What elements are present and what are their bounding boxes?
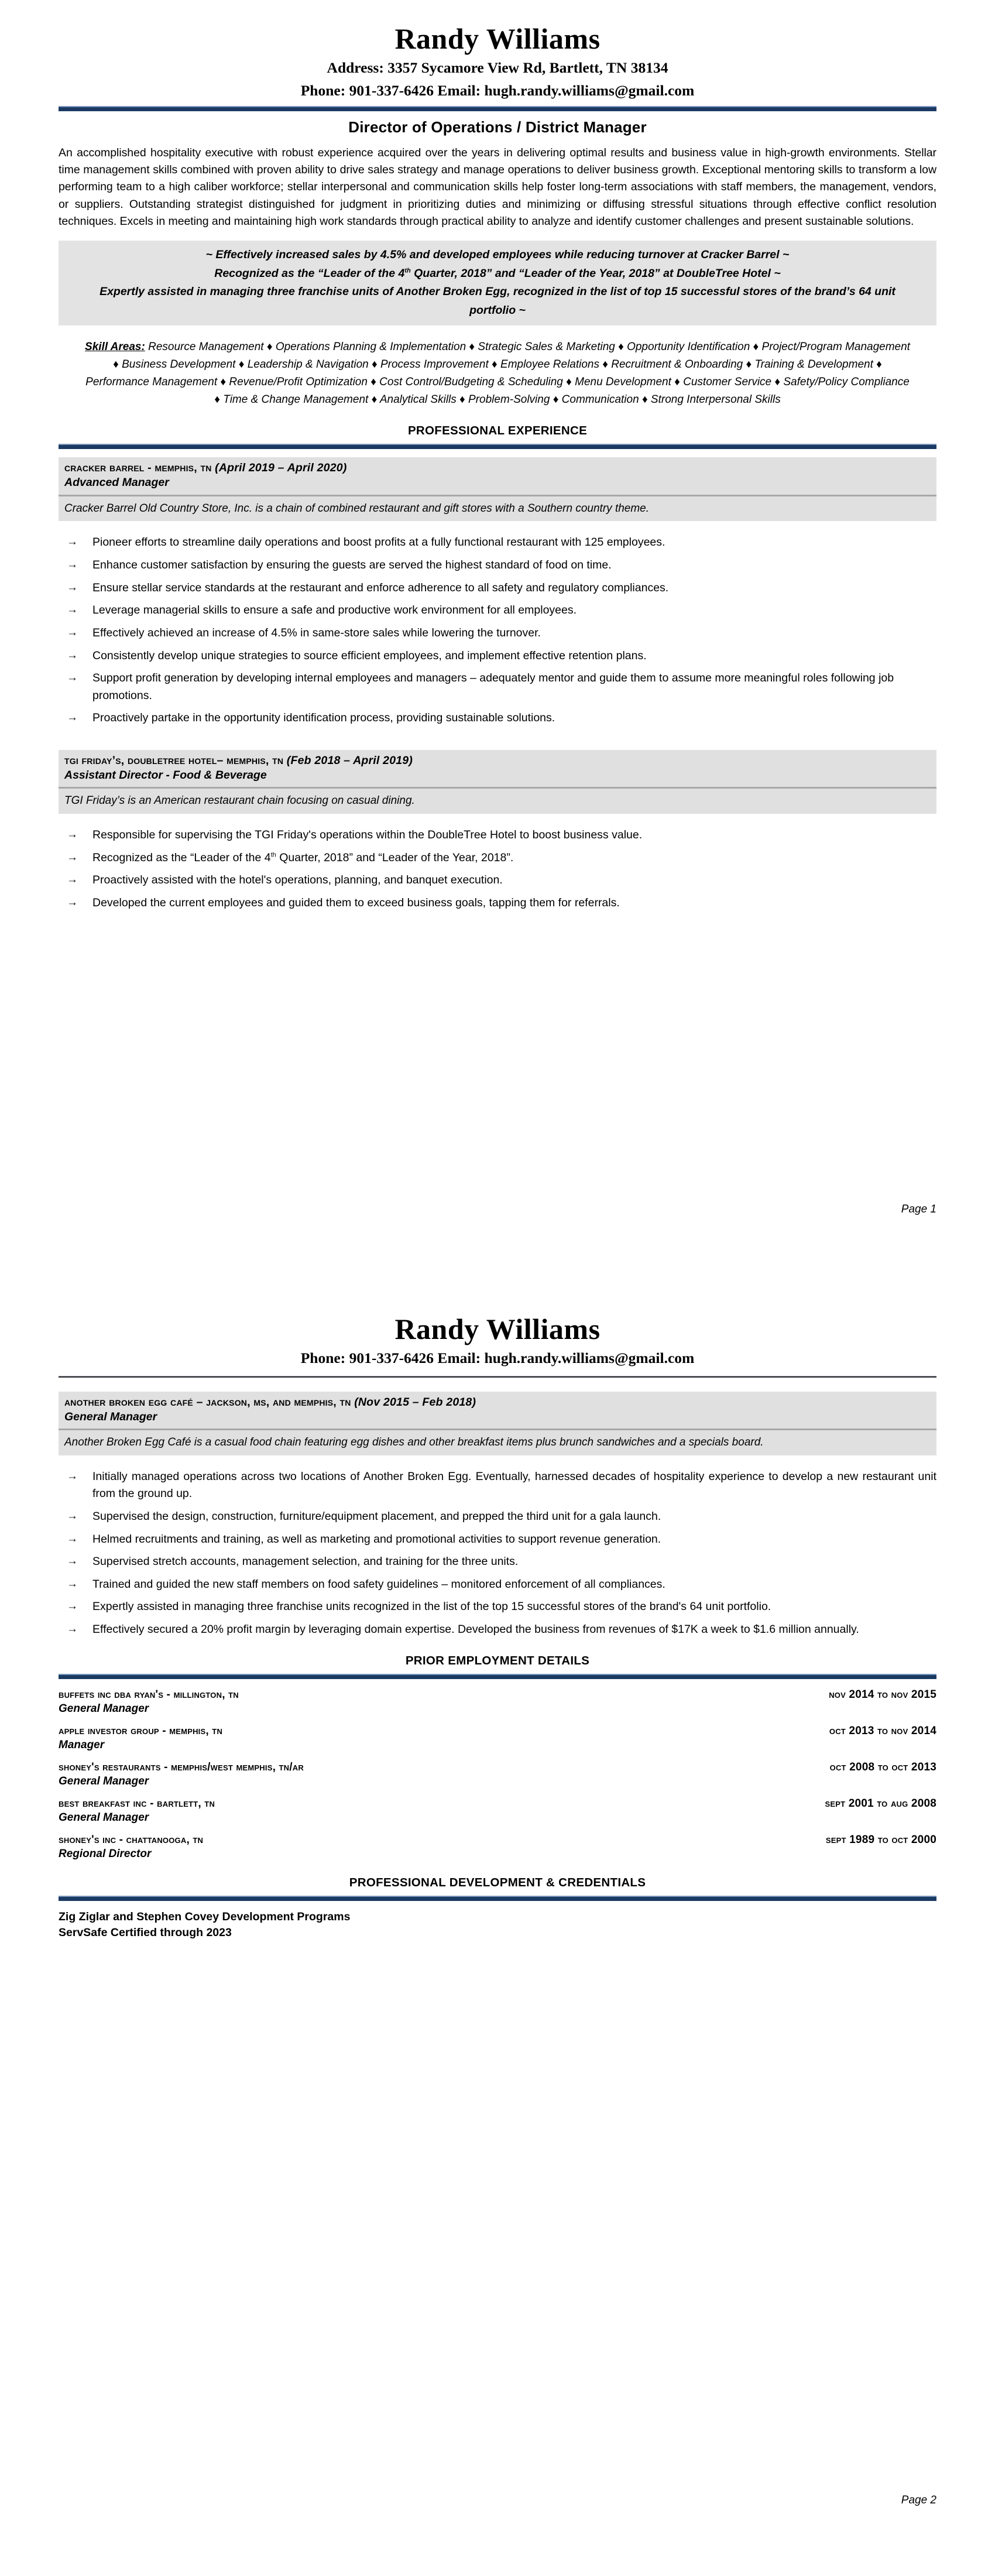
bullet-text: Proactively assisted with the hotel's operations, planning, and banquet execution.: [92, 873, 503, 887]
arrow-icon: →: [67, 1623, 78, 1636]
bullet-text: Supervised the design, construction, furniture/equipment placement, and prepped the third unit for a gala launch.: [92, 1509, 661, 1523]
prior-role: Manager: [59, 1738, 105, 1751]
prior-dates: sept 1989 to oct 2000: [825, 1833, 936, 1846]
job-entry: [59, 750, 936, 912]
arrow-icon: →: [67, 1600, 78, 1613]
prior-dates: oct 2008 to oct 2013: [829, 1760, 936, 1773]
arrow-icon: →: [67, 1555, 78, 1568]
prior-dates: oct 2013 to nov 2014: [829, 1724, 936, 1737]
bullet-award-a: Recognized as the “Leader of the 4: [92, 851, 271, 864]
bullet-text: Supervised stretch accounts, management selection, and training for the three units.: [92, 1555, 519, 1568]
bullet-text: Helmed recruitments and training, as well as marketing and promotional activities to support revenue generation.: [92, 1532, 661, 1546]
prior-employment-row: [59, 1688, 936, 1715]
job-bullet-list: [59, 827, 936, 912]
contact-line: Phone: 901-337-6426 Email: hugh.randy.williams@gmail.com: [300, 1349, 695, 1366]
job-entry: [59, 1392, 936, 1639]
credential-item: Zig Ziglar and Stephen Covey Development Programs: [59, 1910, 351, 1923]
bullet-text: Effectively achieved an increase of 4.5% in same-store sales while lowering the turnover.: [92, 626, 541, 639]
highlight-line-2b: Quarter, 2018” and “Leader of the Year, 2018” at DoubleTree Hotel ~: [410, 266, 781, 280]
arrow-icon: →: [67, 896, 78, 909]
prior-dates: nov 2014 to nov 2015: [829, 1688, 936, 1701]
bullet-text: Initially managed operations across two locations of Another Broken Egg. Eventually, harnessed decades of hospitality experience to develop a new restaurant unit from the ground up.: [92, 1469, 936, 1501]
section-heading-professional-development: PROFESSIONAL DEVELOPMENT & CREDENTIALS: [349, 1875, 646, 1889]
prior-dates: sept 2001 to aug 2008: [825, 1797, 936, 1810]
bullet-text: Trained and guided the new staff members on food safety guidelines – monitored enforcement of all compliances.: [92, 1577, 665, 1591]
job-company: [64, 461, 931, 475]
highlight-line-2a: Recognized as the “Leader of the 4: [214, 266, 405, 280]
list-item: [59, 602, 936, 619]
arrow-icon: →: [67, 649, 78, 662]
prior-role: General Manager: [59, 1775, 149, 1787]
bullet-text: Proactively partake in the opportunity identification process, providing sustainable solutions.: [92, 711, 555, 725]
bullet-text: Responsible for supervising the TGI Friday's operations within the DoubleTree Hotel to boost business value.: [92, 828, 643, 842]
bullet-ordinal-sup: th: [270, 851, 276, 859]
resume-page-2: [0, 1288, 995, 2576]
job-entry: [59, 457, 936, 727]
job-header: [59, 1392, 936, 1430]
job-bullet-list: [59, 1468, 936, 1639]
prior-employment-top: [59, 1797, 936, 1810]
list-item: [59, 1576, 936, 1594]
job-description: Another Broken Egg Café is a casual food chain featuring egg dishes and other breakfast items plus brunch sandwiches and a specials board.: [59, 1430, 936, 1455]
bullet-text: [92, 851, 513, 864]
job-role: Advanced Manager: [64, 476, 169, 489]
job-description: Cracker Barrel Old Country Store, Inc. is a chain of combined restaurant and gift stores with a Southern country theme.: [59, 496, 936, 522]
highlight-line-2: [76, 265, 919, 283]
prior-role: Regional Director: [59, 1847, 152, 1860]
list-item: [59, 534, 936, 551]
section-divider-prior-employment: [59, 1674, 936, 1679]
job-bullet-list: [59, 534, 936, 727]
candidate-name: Randy Williams: [394, 22, 601, 55]
section-heading-professional-experience: PROFESSIONAL EXPERIENCE: [407, 424, 588, 438]
prior-company: buffets inc dba ryan's - millington, tn: [59, 1688, 239, 1701]
arrow-icon: →: [67, 851, 78, 864]
bullet-text: Consistently develop unique strategies to source efficient employees, and implement effective retention plans.: [92, 649, 647, 662]
list-item: [59, 1468, 936, 1503]
arrow-icon: →: [67, 604, 78, 616]
page-footer: Page 2: [901, 2494, 936, 2506]
list-item: [59, 648, 936, 665]
job-company: [64, 1395, 931, 1410]
arrow-icon: →: [67, 1532, 78, 1545]
highlight-line-3: Expertly assisted in managing three franchise units of Another Broken Egg, recognized in the list of top 15 successful stores of the brand’s 64 unit portfolio ~: [100, 285, 896, 317]
prior-company: apple investor group - memphis, tn: [59, 1724, 223, 1737]
arrow-icon: →: [67, 873, 78, 886]
arrow-icon: →: [67, 1469, 78, 1482]
address-line: Address: 3357 Sycamore View Rd, Bartlett, TN 38134: [327, 59, 668, 76]
bullet-text: Expertly assisted in managing three franchise units recognized in the list of the top 15 successful stores of the brand's 64 unit portfolio.: [92, 1600, 771, 1614]
bullet-text: Developed the current employees and guided them to exceed business goals, tapping them for referrals.: [92, 896, 620, 909]
job-company-name: tgi friday’s, doubletree hotel– memphis, tn: [64, 754, 284, 768]
credentials-list: [59, 1909, 936, 1941]
bullet-text: Leverage managerial skills to ensure a safe and productive work environment for all employees.: [92, 604, 577, 617]
highlight-ordinal-sup: th: [404, 267, 411, 275]
bullet-text: Pioneer efforts to streamline daily operations and boost profits at a fully functional restaurant with 125 employees.: [92, 536, 665, 549]
job-dates: (Feb 2018 – April 2019): [286, 754, 413, 768]
job-header: [59, 457, 936, 496]
arrow-icon: →: [67, 1577, 78, 1590]
section-heading-prior-employment: PRIOR EMPLOYMENT DETAILS: [405, 1653, 590, 1667]
arrow-icon: →: [67, 711, 78, 724]
list-item: [59, 1508, 936, 1526]
arrow-icon: →: [67, 1509, 78, 1522]
arrow-icon: →: [67, 626, 78, 639]
list-item: [59, 1531, 936, 1549]
credential-item: ServSafe Certified through 2023: [59, 1926, 232, 1940]
list-item: [59, 1598, 936, 1616]
job-dates: (April 2019 – April 2020): [215, 461, 347, 475]
arrow-icon: →: [67, 828, 78, 841]
section-divider-credentials: [59, 1896, 936, 1901]
prior-employment-row: [59, 1761, 936, 1788]
prior-role: General Manager: [59, 1811, 149, 1824]
list-item: [59, 849, 936, 867]
header-divider: [59, 106, 936, 111]
arrow-icon: →: [67, 581, 78, 594]
prior-employment-row: [59, 1725, 936, 1752]
list-item: [59, 580, 936, 597]
prior-employment-list: [59, 1688, 936, 1861]
section-divider-experience: [59, 444, 936, 449]
skill-areas-label: Skill Areas:: [85, 341, 145, 354]
prior-employment-top: [59, 1761, 936, 1774]
list-item: [59, 872, 936, 889]
job-header: [59, 750, 936, 789]
contact-line: Phone: 901-337-6426 Email: hugh.randy.williams@gmail.com: [300, 81, 695, 99]
prior-employment-top: [59, 1834, 936, 1847]
candidate-name: Randy Williams: [394, 1313, 601, 1345]
list-item: [59, 827, 936, 844]
arrow-icon: →: [67, 536, 78, 549]
career-highlights-box: [59, 241, 936, 326]
list-item: [59, 1553, 936, 1571]
job-company-name: cracker barrel - memphis, tn: [64, 461, 212, 475]
job-dates: (Nov 2015 – Feb 2018): [354, 1395, 476, 1409]
professional-summary: An accomplished hospitality executive with robust experience acquired over the years in delivering optimal results and business value in high-growth environments. Stellar time management skills combined with proven ability to drive sales strategy and manage operations to deliver business growth. Exceptional mentoring skills to transform a low performing team to a high caliber workforce; stellar interpersonal and communication skills help foster long-term associations with staff members, the management, vendors, or suppliers. Outstanding strategist distinguished for judgment in prioritizing duties and minimizing or diffusing stressful situations through effective conflict resolution techniques. Excels in meeting and maintaining high work standards through practical ability to analyze and identify customer challenges and present sustainable solutions.: [59, 146, 936, 228]
list-item: [59, 670, 936, 704]
job-role: Assistant Director - Food & Beverage: [64, 769, 267, 782]
bullet-award-b: Quarter, 2018” and “Leader of the Year, 2018”.: [276, 851, 514, 864]
skill-areas: [59, 338, 936, 409]
arrow-icon: →: [67, 672, 78, 684]
prior-role: General Manager: [59, 1702, 149, 1715]
prior-employment-top: [59, 1725, 936, 1738]
bullet-text: Support profit generation by developing internal employees and managers – adequately mentor and guide them to assume more meaningful roles following job promotions.: [92, 672, 894, 702]
prior-employment-row: [59, 1797, 936, 1824]
bullet-text: Effectively secured a 20% profit margin by leveraging domain expertise. Developed the business from revenues of $17K a week to $1.6 million annually.: [92, 1623, 859, 1636]
prior-employment-row: [59, 1834, 936, 1861]
list-item: [59, 895, 936, 912]
arrow-icon: →: [67, 559, 78, 571]
skill-areas-list: Resource Management ♦ Operations Planning & Implementation ♦ Strategic Sales & Marketing ♦ Opportunity Identification ♦ Project/Program Management ♦ Business Development ♦ Leadership & Navigation ♦ Process Improvement ♦ Employee Relations ♦ Recruitment & Onboarding ♦ Training & Development ♦ Performance Management ♦ Revenue/Profit Optimization ♦ Cost Control/Budgeting & Scheduling ♦ Menu Development ♦ Customer Service ♦ Safety/Policy Compliance ♦ Time & Change Management ♦ Analytical Skills ♦ Problem-Solving ♦ Communication ♦ Strong Interpersonal Skills: [85, 341, 910, 406]
prior-company: shoney's restaurants - memphis/west memphis, tn/ar: [59, 1760, 304, 1773]
job-company: [64, 753, 931, 768]
job-company-name: another broken egg café – jackson, ms, and memphis, tn: [64, 1395, 351, 1409]
bullet-text: Enhance customer satisfaction by ensuring the guests are served the highest standard of food on time.: [92, 559, 612, 572]
prior-company: shoney's inc - chattanooga, tn: [59, 1833, 204, 1846]
bullet-text: Ensure stellar service standards at the restaurant and enforce adherence to all safety and regulatory compliances.: [92, 581, 669, 594]
page-title: Director of Operations / District Manager: [348, 118, 647, 136]
job-role: General Manager: [64, 1410, 157, 1423]
list-item: [59, 557, 936, 574]
list-item: [59, 625, 936, 642]
prior-company: best breakfast inc - bartlett, tn: [59, 1797, 215, 1810]
highlight-line-1: ~ Effectively increased sales by 4.5% and developed employees while reducing turnover at Cracker Barrel ~: [205, 248, 790, 262]
prior-employment-top: [59, 1688, 936, 1701]
job-description: TGI Friday’s is an American restaurant chain focusing on casual dining.: [59, 789, 936, 814]
list-item: [59, 710, 936, 727]
page-footer: Page 1: [901, 1203, 936, 1215]
list-item: [59, 1621, 936, 1639]
